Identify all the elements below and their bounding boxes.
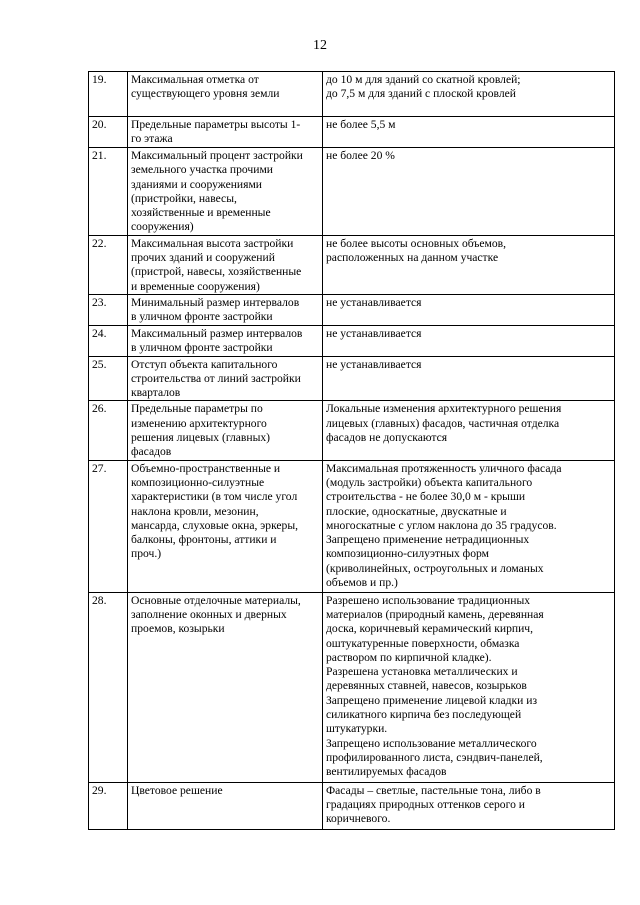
row-number: 22. [92, 236, 107, 250]
row-number: 24. [92, 326, 107, 340]
parameter-value-cell [323, 356, 615, 401]
parameter-value-cell [323, 325, 615, 356]
parameter-name-line: и временные сооружения) [131, 279, 260, 293]
parameter-name-line: зданиями и сооружениями [131, 177, 263, 191]
parameter-name-cell [128, 325, 323, 356]
page-number: 12 [313, 38, 327, 53]
table-row [89, 460, 615, 592]
parameter-name-line: в уличном фронте застройки [131, 310, 273, 324]
parameter-value-line: не более 20 % [326, 149, 395, 162]
parameter-value-line: Фасады – светлые, пастельные тона, либо в [326, 783, 541, 797]
regulations-table [88, 71, 615, 830]
row-number-cell [89, 460, 128, 592]
parameter-value-line: не устанавливается [326, 357, 422, 371]
row-number-cell [89, 782, 128, 829]
parameter-value-line: не устанавливается [326, 295, 422, 309]
parameter-value-line: не более высоты основных объемов, [326, 236, 507, 250]
parameter-value-line: (криволинейных, остроугольных и ломаных [326, 561, 544, 575]
parameter-value-line: Локальные изменения архитектурного решения [326, 402, 562, 416]
row-number: 19. [92, 73, 107, 86]
parameter-name-line: кварталов [131, 386, 181, 400]
parameter-name-line: (пристройки, навесы, [131, 191, 237, 205]
parameter-name-line: балконы, фронтоны, аттики и [131, 533, 277, 547]
parameter-name-line: земельного участка прочими [131, 163, 274, 177]
parameter-name-line: Максимальный размер интервалов [131, 326, 303, 340]
parameter-name-cell [128, 592, 323, 782]
parameter-name-line: фасадов [131, 445, 172, 459]
table-row [89, 592, 615, 782]
parameter-value-cell [323, 592, 615, 782]
parameter-value-line: (модуль застройки) объекта капитального [326, 475, 533, 489]
parameter-value-line: лицевых (главных) фасадов, частичная отделка [326, 416, 560, 430]
table-row [89, 72, 615, 117]
row-number: 20. [92, 118, 107, 131]
parameter-value-cell [323, 235, 615, 294]
row-number: 28. [92, 593, 107, 607]
row-number-cell [89, 592, 128, 782]
parameter-value-line: доска, коричневый керамический кирпич, [326, 622, 534, 636]
parameter-name-cell [128, 401, 323, 460]
row-number: 21. [92, 149, 107, 162]
row-number-cell [89, 148, 128, 236]
parameter-name-line: Предельные параметры высоты 1- [131, 118, 301, 131]
parameter-name-line: (пристрой, навесы, хозяйственные [131, 265, 302, 279]
parameter-value-line: фасадов не допускаются [326, 431, 448, 445]
row-number-cell [89, 294, 128, 325]
parameter-value-line: профилированного листа, сэндвич-панелей, [326, 750, 543, 764]
parameter-name-line: заполнение оконных и дверных [131, 607, 287, 621]
parameter-value-line: многоскатные с углом наклона до 35 градусов. [326, 518, 557, 532]
parameter-value-line: до 10 м для зданий со скатной кровлей; [326, 73, 521, 86]
parameter-name-line: Цветовое решение [131, 783, 223, 797]
row-number: 27. [92, 461, 107, 475]
parameter-name-line: Максимальная высота застройки [131, 236, 294, 250]
parameter-name-line: Основные отделочные материалы, [131, 593, 301, 607]
parameter-value-line: силикатного кирпича без последующей [326, 708, 522, 722]
table-row [89, 117, 615, 148]
parameter-value-line: Максимальная протяженность уличного фасада [326, 461, 562, 475]
parameter-name-line: характеристики (в том числе угол [131, 490, 298, 504]
row-number-cell [89, 72, 128, 117]
parameter-value-line: плоские, односкатные, двускатные и [326, 504, 507, 518]
parameter-value-line: расположенных на данном участке [326, 251, 499, 265]
parameter-name-line: Минимальный размер интервалов [131, 295, 300, 309]
parameter-name-line: Максимальная отметка от [131, 73, 259, 86]
parameter-name-line: проч.) [131, 547, 162, 561]
parameter-value-line: Запрещено использование металлического [326, 736, 537, 750]
parameter-name-line: мансарда, слуховые окна, эркеры, [131, 518, 299, 532]
parameter-value-line: композиционно-силуэтных форм [326, 547, 489, 561]
parameter-name-line: в уличном фронте застройки [131, 340, 273, 354]
parameter-name-line: хозяйственные и временные [131, 206, 271, 220]
parameter-value-cell [323, 401, 615, 460]
table-row [89, 148, 615, 236]
regulations-table-body [89, 72, 615, 830]
parameter-value-cell [323, 72, 615, 117]
parameter-value-line: деревянных ставней, навесов, козырьков [326, 679, 527, 693]
parameter-name-cell [128, 356, 323, 401]
parameter-value-line: не более 5,5 м [326, 118, 396, 131]
parameter-value-line: материалов (природный камень, деревянная [326, 607, 544, 621]
parameter-name-line: прочих зданий и сооружений [131, 251, 275, 265]
parameter-name-line: решения лицевых (главных) [131, 431, 271, 445]
table-row [89, 401, 615, 460]
row-number: 29. [92, 783, 107, 797]
parameter-value-line: строительства - не более 30,0 м - крыши [326, 490, 526, 504]
parameter-value-line: раствором по кирпичной кладке). [326, 650, 492, 664]
row-number-cell [89, 401, 128, 460]
parameter-name-line: Максимальный процент застройки [131, 149, 303, 162]
parameter-value-line: Разрешена установка металлических и [326, 665, 518, 679]
parameter-name-line: сооружения) [131, 220, 194, 234]
parameter-name-cell [128, 294, 323, 325]
parameter-value-cell [323, 294, 615, 325]
parameter-value-line: не устанавливается [326, 326, 422, 340]
parameter-name-cell [128, 148, 323, 236]
parameter-name-line: существующего уровня земли [131, 87, 280, 101]
parameter-name-line: го этажа [131, 132, 173, 146]
parameter-name-cell [128, 460, 323, 592]
parameter-name-cell [128, 235, 323, 294]
parameter-value-line: оштукатуренные поверхности, обмазка [326, 636, 520, 650]
parameter-name-line: наклона кровли, мезонин, [131, 504, 259, 518]
parameter-name-line: Предельные параметры по [131, 402, 263, 416]
row-number-cell [89, 117, 128, 148]
parameter-name-cell [128, 117, 323, 148]
parameter-name-cell [128, 72, 323, 117]
row-number: 23. [92, 295, 107, 309]
row-number: 25. [92, 357, 107, 371]
table-row [89, 356, 615, 401]
parameter-value-line: до 7,5 м для зданий с плоской кровлей [326, 87, 516, 101]
parameter-name-line: изменению архитектурного [131, 416, 267, 430]
parameter-value-cell [323, 148, 615, 236]
row-number-cell [89, 325, 128, 356]
row-number-cell [89, 235, 128, 294]
parameter-name-line: Объемно-пространственные и [131, 461, 281, 475]
parameter-value-line: коричневого. [326, 812, 391, 826]
parameter-value-cell [323, 460, 615, 592]
parameter-value-cell [323, 782, 615, 829]
parameter-value-line: штукатурки. [326, 722, 388, 736]
table-row [89, 294, 615, 325]
parameter-value-line: Разрешено использование традиционных [326, 593, 531, 607]
parameter-name-line: композиционно-силуэтные [131, 475, 265, 489]
row-number: 26. [92, 402, 107, 416]
parameter-value-line: объемов и пр.) [326, 576, 398, 590]
parameter-value-line: Запрещено применение нетрадиционных [326, 533, 530, 547]
parameter-name-cell [128, 782, 323, 829]
parameter-name-line: строительства от линий застройки [131, 371, 301, 385]
parameter-value-line: Запрещено применение лицевой кладки из [326, 693, 538, 707]
parameter-name-line: Отступ объекта капитального [131, 357, 278, 371]
parameter-value-line: градациях природных оттенков серого и [326, 797, 525, 811]
parameter-value-cell [323, 117, 615, 148]
parameter-value-line: вентилируемых фасадов [326, 765, 447, 779]
row-number-cell [89, 356, 128, 401]
parameter-name-line: проемов, козырьки [131, 622, 225, 636]
table-row [89, 325, 615, 356]
table-row [89, 782, 615, 829]
table-row [89, 235, 615, 294]
